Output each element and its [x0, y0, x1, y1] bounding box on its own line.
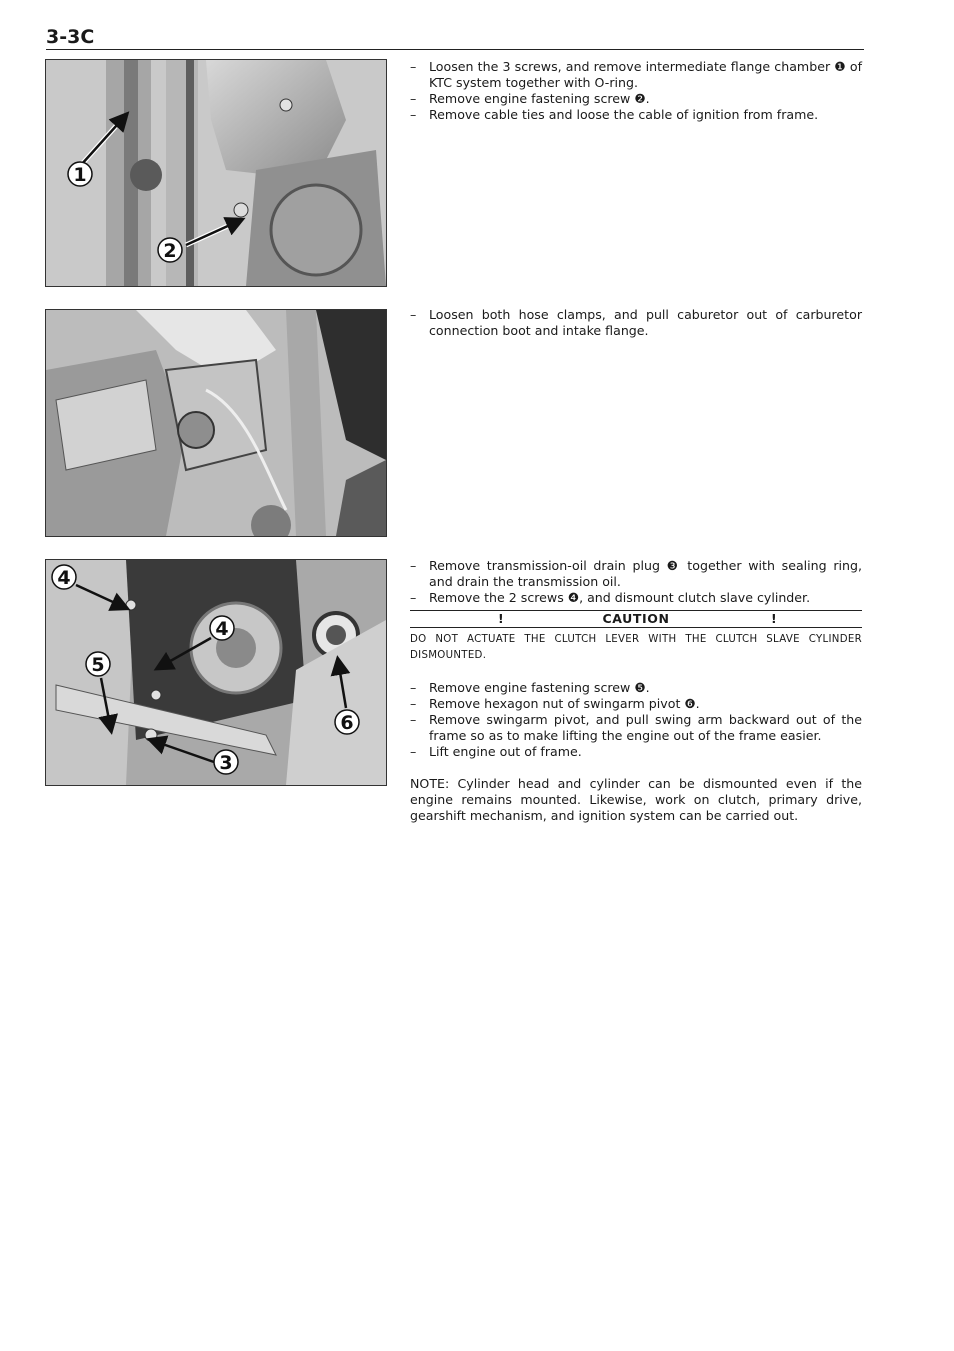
step-pull-carburetor: – Loosen both hose clamps, and pull caburetor out of carburetor connection boot and intake flange.	[410, 307, 862, 339]
section-1-text	[410, 59, 862, 123]
photo-carburetor-image	[46, 310, 386, 536]
step-remove-swingarm-pivot: – Remove swingarm pivot, and pull swing arm backward out of the frame so as to make lifting the engine out of the frame easier.	[410, 712, 862, 744]
photo-sprocket-swingarm-image	[46, 560, 386, 785]
callout-6: 6	[340, 712, 354, 734]
callout-4b: 4	[215, 618, 229, 640]
header-rule	[46, 49, 864, 50]
step-remove-slave-cylinder: – Remove the 2 screws ❹, and dismount clutch slave cylinder.	[410, 590, 862, 606]
section-3-text	[410, 558, 862, 824]
step-remove-fastening-screw: – Remove engine fastening screw ❷.	[410, 91, 862, 107]
step-lift-engine: – Lift engine out of frame.	[410, 744, 862, 760]
section-3-steps-b	[410, 680, 862, 760]
photo-carburetor	[45, 309, 387, 537]
caution-mark-right: !	[771, 611, 778, 626]
callout-2: 2	[163, 240, 177, 262]
section-2-steps	[410, 307, 862, 339]
photo-engine-frame-image	[46, 60, 386, 286]
callout-4a: 4	[57, 567, 71, 589]
page-number: 3-3C	[46, 26, 95, 48]
step-remove-hexagon-nut: – Remove hexagon nut of swingarm pivot ❻.	[410, 696, 862, 712]
note-text: NOTE: Cylinder head and cylinder can be dismounted even if the engine remains mounted. Likewise, work on clutch, primary drive, gearshift mechanism, and ignition system can be carried out.	[410, 776, 862, 823]
caution-banner	[410, 610, 862, 628]
callout-1: 1	[73, 164, 87, 186]
step-remove-fastening-screw-5: – Remove engine fastening screw ❺.	[410, 680, 862, 696]
section-3-steps-a	[410, 558, 862, 606]
step-remove-flange-chamber: – Loosen the 3 screws, and remove intermediate flange chamber ❶ of KTC system together with O-ring.	[410, 59, 862, 91]
step-remove-cable-ties: – Remove cable ties and loose the cable of ignition from frame.	[410, 107, 862, 123]
photo-engine-frame	[45, 59, 387, 287]
callout-5: 5	[91, 654, 105, 676]
step-remove-drain-plug: – Remove transmission-oil drain plug ❸ together with sealing ring, and drain the transmission oil.	[410, 558, 862, 590]
photo-sprocket-swingarm	[45, 559, 387, 786]
caution-text: DO NOT ACTUATE THE CLUTCH LEVER WITH THE CLUTCH SLAVE CYLINDER DISMOUNTED.	[410, 634, 862, 661]
callout-3: 3	[219, 752, 233, 774]
section-1-steps	[410, 59, 862, 123]
caution-mark-left: !	[498, 611, 505, 626]
caution-title: CAUTION	[602, 611, 670, 626]
section-2-text	[410, 307, 862, 339]
